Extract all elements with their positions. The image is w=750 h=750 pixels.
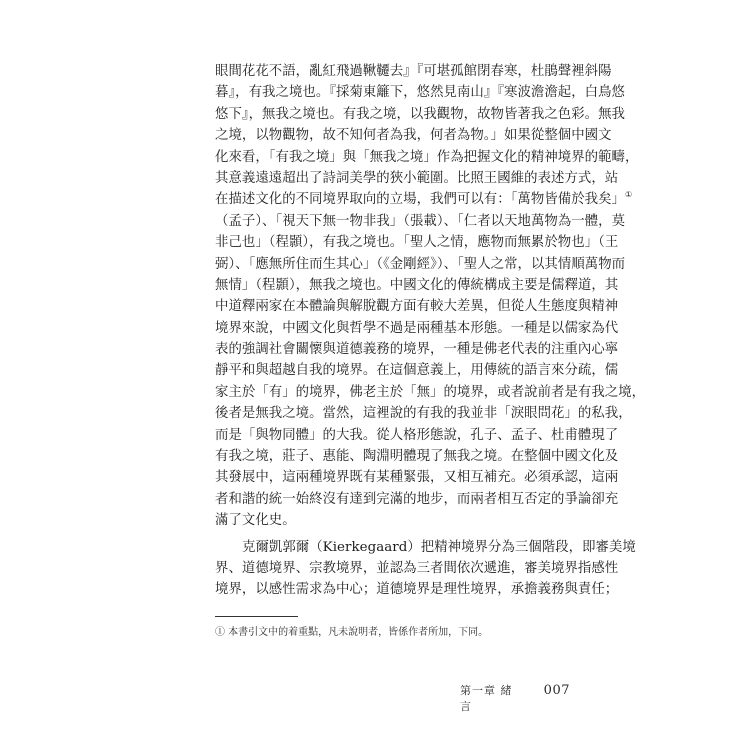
- text-line: 無情」（程顥），無我之境也。中國文化的傳統構成主要是儒釋道，其: [215, 277, 619, 293]
- text-line: 化來看，「有我之境」與「無我之境」作為把握文化的精神境界的範疇，: [215, 149, 639, 165]
- text-line: 之境，以物觀物，故不知何者為我，何者為物。」如果從整個中國文: [215, 128, 612, 144]
- footnote: ① 本書引文中的着重點，凡未說明者，皆係作者所加，下同。: [215, 627, 489, 638]
- chapter-label: 第一章 緒 言: [460, 684, 513, 713]
- footnote-marker: ①: [624, 190, 633, 200]
- footnote-divider: [215, 616, 298, 617]
- text-line: 其意義遠遠超出了詩詞美學的狹小範圍。比照王國維的表述方式，站: [215, 170, 619, 186]
- text-line: 有我之境，莊子、惠能、陶淵明體現了無我之境。在整個中國文化及: [215, 449, 619, 465]
- text-line: 其發展中，這兩種境界既有某種緊張，又相互補充。必須承認，這兩: [215, 470, 619, 486]
- text-line: 非己也」（程顥），有我之境也。「聖人之情，應物而無累於物也」（王: [215, 235, 619, 251]
- text-line: 者和諧的統一始終沒有達到完滿的地步，而兩者相互否定的爭論卻充: [215, 491, 619, 507]
- text-line: 境界，以感性需求為中心；道德境界是理性境界，承擔義務與責任；: [215, 582, 619, 598]
- text-line-with-footnote: [215, 189, 633, 210]
- text-line: 境界來說，中國文化與哲學不過是兩種基本形態。一種是以儒家為代: [215, 320, 619, 336]
- text-line: 悠下』，無我之境也。有我之境，以我觀物，故物皆著我之色彩。無我: [215, 106, 625, 122]
- page-number: 007: [543, 683, 570, 698]
- text-line: 克爾凱郭爾（Kierkegaard）把精神境界分為三個階段，即審美境: [242, 539, 636, 555]
- text-line: 家主於「有」的境界，佛老主於「無」的境界，或者說前者是有我之境，: [215, 384, 646, 400]
- text-line: 表的強調社會關懷與道德義務的境界，一種是佛老代表的注重內心寧: [215, 342, 619, 358]
- running-footer: [460, 682, 570, 713]
- text-line: 後者是無我之境。當然，這裡說的有我的我並非「淚眼問花」的私我，: [215, 406, 632, 422]
- text-line-content: 在描述文化的不同境界取向的立場，我們可以有：「萬物皆備於我矣」: [215, 192, 625, 208]
- text-line: 界、道德境界、宗教境界，並認為三者間依次遞進，審美境界指感性: [215, 560, 619, 576]
- text-line: 中道釋兩家在本體論與解脫觀方面有較大差異，但從人生態度與精神: [215, 299, 619, 315]
- text-line: （孟子）、「視天下無一物非我」（張載）、「仁者以天地萬物為一體，莫: [215, 213, 626, 229]
- text-line: 滿了文化史。: [215, 513, 296, 529]
- text-line: 靜平和與超越自我的境界。在這個意義上，用傳統的語言來分疏，儒: [215, 363, 619, 379]
- text-line: 而是「與物同體」的大我。從人格形態說，孔子、孟子、杜甫體現了: [215, 427, 619, 443]
- text-line: 暮』，有我之境也。『採菊東籬下，悠然見南山』『寒波澹澹起，白鳥悠: [215, 85, 625, 101]
- text-line: 眼間花花不語，亂紅飛過鞦韆去』『可堪孤館閉春寒，杜鵑聲裡斜陽: [215, 64, 612, 79]
- text-line: 弼）、「應無所住而生其心」（《金剛經》）、「聖人之常，以其情順萬物而: [215, 256, 626, 272]
- body-text: [215, 61, 646, 601]
